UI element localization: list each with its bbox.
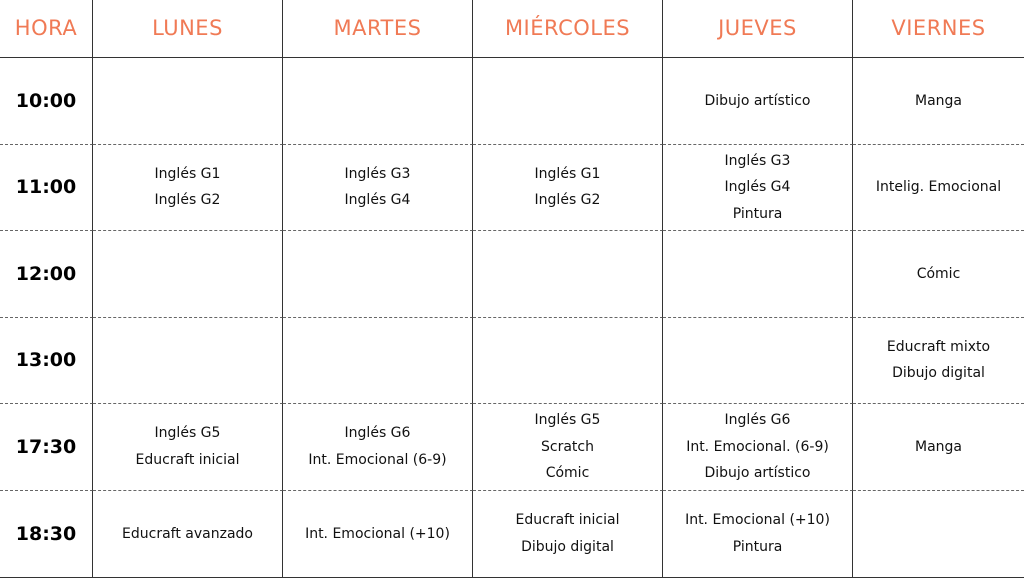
class-entry: Inglés G5 xyxy=(534,412,601,428)
class-entry: Dibujo artístico xyxy=(704,465,811,481)
header-miercoles: MIÉRCOLES xyxy=(473,0,663,58)
class-entry: Scratch xyxy=(541,438,594,455)
class-entry: Cómic xyxy=(916,265,961,282)
class-cell-lunes xyxy=(93,58,283,145)
class-cell-martes xyxy=(283,404,473,491)
header-jueves: JUEVES xyxy=(663,0,853,58)
class-cell-jueves xyxy=(663,404,853,491)
class-cell-jueves xyxy=(663,491,853,578)
time-cell: 12:00 xyxy=(0,231,93,318)
class-entry: Pintura xyxy=(732,205,783,222)
class-entry: Inglés G2 xyxy=(154,192,221,209)
class-cell-martes xyxy=(283,231,473,318)
class-cell-miercoles xyxy=(473,404,663,491)
header-lunes: LUNES xyxy=(93,0,283,58)
class-cell-jueves xyxy=(663,318,853,405)
class-cell-lunes xyxy=(93,491,283,578)
class-cell-viernes xyxy=(853,318,1024,405)
time-cell: 10:00 xyxy=(0,58,93,145)
class-cell-martes xyxy=(283,491,473,578)
class-cell-lunes xyxy=(93,318,283,405)
class-cell-miercoles xyxy=(473,58,663,145)
class-cell-viernes xyxy=(853,491,1024,578)
class-entry: Intelig. Emocional xyxy=(875,179,1002,195)
time-cell: 13:00 xyxy=(0,318,93,405)
class-cell-miercoles xyxy=(473,145,663,232)
class-entry: Manga xyxy=(915,438,962,455)
class-entry: Int. Emocional (+10) xyxy=(685,512,830,529)
class-entry: Inglés G6 xyxy=(724,412,791,428)
class-entry: Manga xyxy=(915,92,962,109)
class-entry: Inglés G4 xyxy=(724,179,791,195)
class-entry: Dibujo artístico xyxy=(704,92,811,109)
header-hora: HORA xyxy=(0,0,93,58)
class-cell-martes xyxy=(283,58,473,145)
class-cell-viernes xyxy=(853,404,1024,491)
class-cell-lunes xyxy=(93,404,283,491)
class-cell-miercoles xyxy=(473,318,663,405)
class-cell-miercoles xyxy=(473,491,663,578)
class-entry: Dibujo digital xyxy=(521,538,614,555)
class-cell-lunes xyxy=(93,231,283,318)
class-entry: Int. Emocional (6-9) xyxy=(308,451,447,468)
class-entry: Pintura xyxy=(732,538,783,555)
class-entry: Educraft avanzado xyxy=(122,525,253,542)
class-entry: Inglés G3 xyxy=(344,165,411,182)
class-cell-viernes xyxy=(853,145,1024,232)
class-cell-jueves xyxy=(663,145,853,232)
time-cell: 11:00 xyxy=(0,145,93,232)
class-cell-jueves xyxy=(663,231,853,318)
class-entry: Cómic xyxy=(545,465,590,481)
class-entry: Int. Emocional. (6-9) xyxy=(686,438,829,455)
class-entry: Inglés G5 xyxy=(154,425,221,442)
time-cell: 18:30 xyxy=(0,491,93,578)
class-entry: Int. Emocional (+10) xyxy=(305,525,450,542)
time-cell: 17:30 xyxy=(0,404,93,491)
class-entry: Inglés G4 xyxy=(344,192,411,209)
class-cell-lunes xyxy=(93,145,283,232)
class-cell-jueves xyxy=(663,58,853,145)
class-cell-viernes xyxy=(853,231,1024,318)
class-entry: Inglés G2 xyxy=(534,192,601,209)
class-entry: Inglés G1 xyxy=(534,165,601,182)
class-cell-viernes xyxy=(853,58,1024,145)
class-entry: Educraft inicial xyxy=(515,512,620,529)
class-entry: Inglés G6 xyxy=(344,425,411,442)
class-cell-martes xyxy=(283,318,473,405)
class-cell-martes xyxy=(283,145,473,232)
header-martes: MARTES xyxy=(283,0,473,58)
class-entry: Inglés G3 xyxy=(724,152,791,169)
class-entry: Inglés G1 xyxy=(154,165,221,182)
class-cell-miercoles xyxy=(473,231,663,318)
class-entry: Dibujo digital xyxy=(892,365,985,382)
class-entry: Educraft inicial xyxy=(135,451,240,468)
header-viernes: VIERNES xyxy=(853,0,1024,58)
class-entry: Educraft mixto xyxy=(886,338,991,355)
